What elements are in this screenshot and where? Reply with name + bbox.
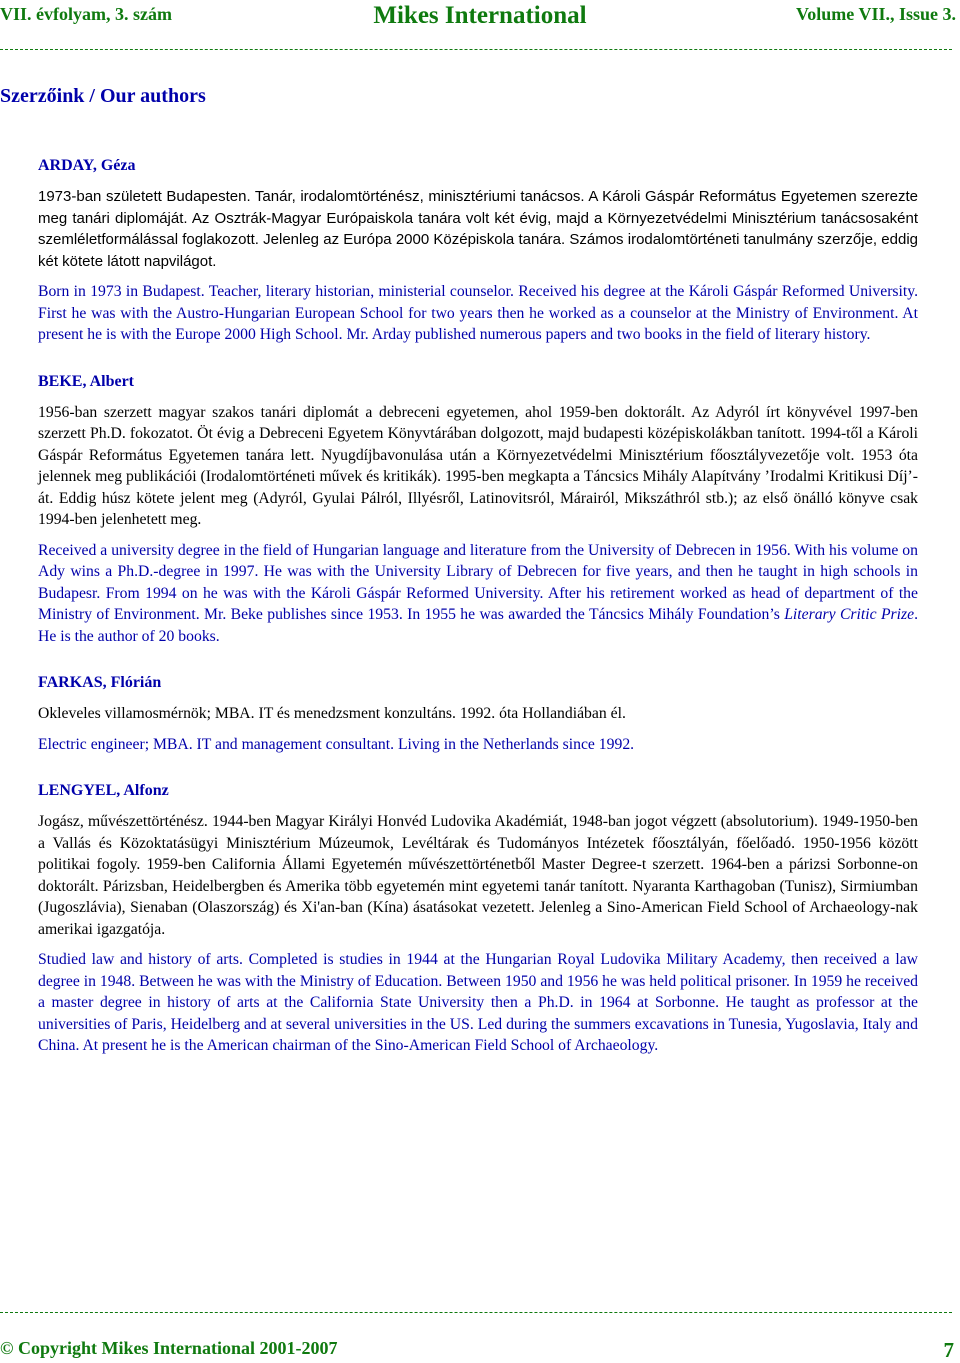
bio-english-text: Received a university degree in the field of Hungarian language and literature from the University of Debrecen in 1956. With his volume on Ady wins a Ph.D.-degree in 1997. He was with the University Library of Debrecen for five years, and then he taught in high schools in Budapesr. From 1994 on he was with the Károli Gáspár Reformed University. After his retirement worked as head of department of the Ministry of Environment. Mr. Beke publishes since 1953. In 1955 he was awarded the Táncsics Mihály Foundation’s <box>38 541 918 623</box>
bio-english: Electric engineer; MBA. IT and management consultant. Living in the Netherlands since 1992. <box>38 735 635 753</box>
journal-title: Mikes International <box>373 2 587 29</box>
authors-list <box>38 156 918 1066</box>
issue-label-hungarian: VII. évfolyam, 3. szám <box>0 4 172 24</box>
issue-label-english: Volume VII., Issue 3. <box>795 4 956 24</box>
author-entry-farkas <box>38 673 918 755</box>
author-entry-arday <box>38 156 918 346</box>
bio-english-text-end: . He is the author of 20 books. <box>38 606 918 645</box>
author-entry-lengyel <box>38 781 918 1057</box>
copyright-notice: © Copyright Mikes International 2001-2007 <box>0 1338 338 1358</box>
bio-english <box>38 540 918 648</box>
author-name: LENGYEL, Alfonz <box>38 782 169 799</box>
footer-divider <box>0 1312 952 1313</box>
prize-name: Literary Critic Prize <box>784 606 915 623</box>
section-title: Szerzőink / Our authors <box>0 85 206 107</box>
bio-english: Born in 1973 in Budapest. Teacher, literary historian, ministerial counselor. Received his degree at the Károli Gáspár Reformed University. First he was with the Austro-Hungarian European School for two years then he worked as a counselor at the Ministry of Environment. At present he is with the Europe 2000 High School. Mr. Arday published numerous papers and two books in the field of literary history. <box>38 283 918 343</box>
author-name: FARKAS, Flórián <box>38 674 162 691</box>
bio-hungarian: 1956-ban szerzett magyar szakos tanári diplomát a debreceni egyetemen, ahol 1959-ben doktorált. Az Adyról írt könyvével 1997-ben szerzett Ph.D. fokozatot. Öt évig a Debreceni Egyetem Könyvtárában dolgozott, majd budapesti középiskolákban tanított. 1994-től a Károli Gáspár Református Egyetemen tanára lett. Nyugdíjbavonulása után a Környezetvédelmi Minisztérium főosztályvezetője volt. 1953 óta jelennek meg publikációi (Irodalomtörténeti művek és kritikák). 1995-ben megkapta a Táncsics Mihály Alapítvány ’Irodalmi Kritikusi Díj’-át. Eddig húsz kötete jelent meg (Adyról, Gyulai Pálról, Illyésről, Latinovitsról, Márairól, Mikszáthról stb.); az első önálló könyve csak 1994-ben jelenhetett meg. <box>38 403 918 528</box>
bio-english: Studied law and history of arts. Completed is studies in 1944 at the Hungarian Royal Ludovika Military Academy, then received a law degree in 1948. Between he was with the Ministry of Education. Between 1950 and 1956 he was held political prisoner. In 1959 he received a master degree in history of arts at the California State University then a Ph.D. in 1964 at Sorbonne. He taught as professor at the universities of Paris, Heidelberg and at several universities in the US. Led during the summers excavations in Tunesia, Yugoslavia, Italy and China. At present he is the American chairman of the Sino-American Field School of Archaeology. <box>38 951 919 1054</box>
page-number: 7 <box>943 1338 954 1362</box>
author-entry-beke <box>38 372 918 648</box>
header-divider <box>0 49 952 50</box>
bio-hungarian: Jogász, művészettörténész. 1944-ben Magyar Királyi Honvéd Ludovika Akadémiát, 1948-ban jogot végzett (absolutorium). 1949-1950-ben a Vallás és Közoktatásügyi Minisztérium Múzeumok, Levéltárak és Tudományos Intézetek főosztályán, főelőadó. 1950-1956 között politikai fogoly. 1959-ben California Állami Egyetemén művészettörténetből Master Degree-t szerzett. 1964-ben a párizsi Sorbonne-on doktorált. Párizsban, Heidelbergben és Amerika több egyetemén mint egyetemi tanár tanított. Nyaranta Karthagoban (Tunisz), Sirmiumban (Jugoszlávia), Sienaban (Olaszország) és Xi'an-ban (Kína) ásatásokat vezetett. Jelenleg a Sino-American Field School of Archaeology-nak amerikai igazgatója. <box>38 813 918 938</box>
page-header <box>0 0 960 40</box>
bio-hungarian: 1973-ban született Budapesten. Tanár, irodalomtörténész, minisztériumi tanácsos. A Károli Gáspár Református Egyetemen szerezte meg tanári diplomáját. Az Osztrák-Magyar Európaiskola tanára volt két évig, majd a Környezetvédelmi Minisztérium tanácsosaként szemléletformálással foglakozott. Jelenleg az Európa 2000 Középiskola tanára. Számos irodalomtörténeti tanulmány szerzője, eddig két kötete látott napvilágot. <box>38 188 918 270</box>
bio-hungarian: Okleveles villamosmérnök; MBA. IT és menedzsment konzultáns. 1992. óta Hollandiában él. <box>38 705 626 722</box>
author-name: ARDAY, Géza <box>38 157 136 174</box>
author-name: BEKE, Albert <box>38 372 135 390</box>
